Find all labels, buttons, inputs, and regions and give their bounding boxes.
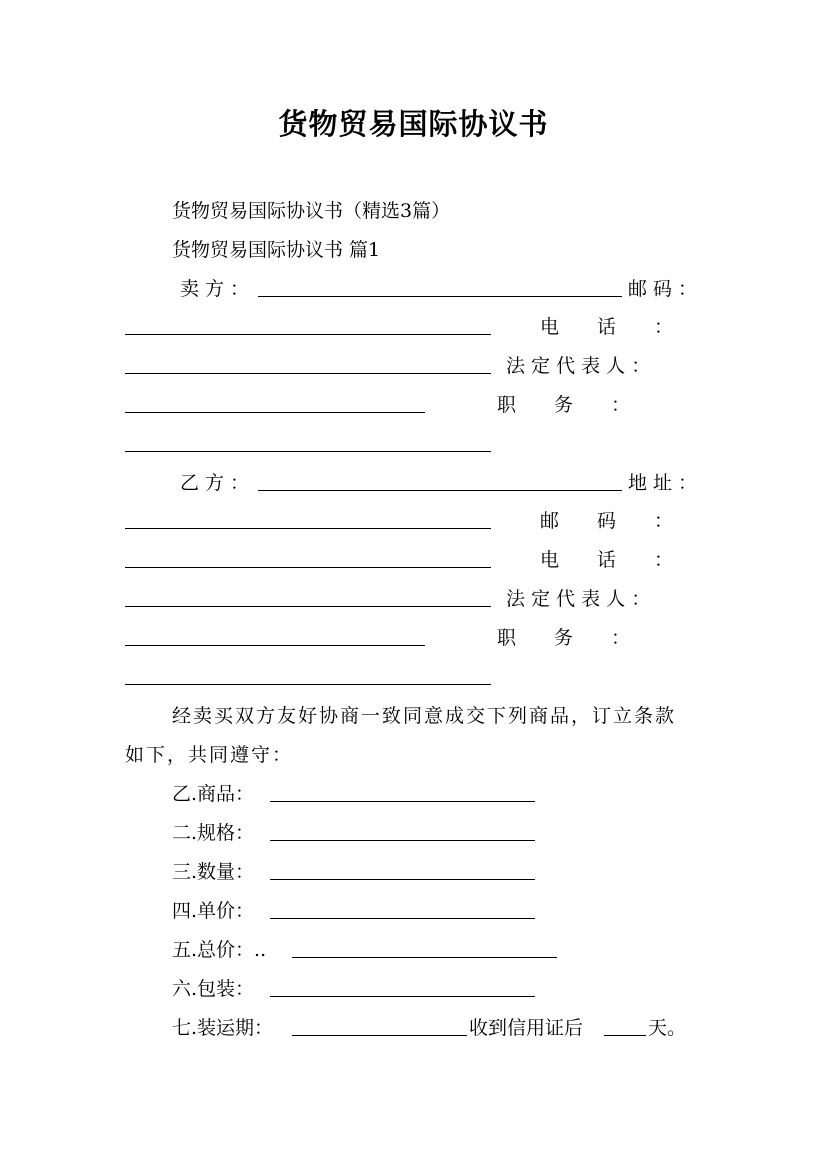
clause-total-price-label: 五.总价：.. bbox=[172, 939, 267, 961]
buyer-name-field[interactable] bbox=[258, 490, 622, 491]
buyer-address-field[interactable] bbox=[125, 528, 491, 529]
clause-quantity-field[interactable] bbox=[270, 879, 535, 880]
section-heading: 货物贸易国际协议书 篇1 bbox=[172, 239, 381, 261]
buyer-phone-field[interactable] bbox=[125, 606, 491, 607]
buyer-postcode-label: 邮 码 ： bbox=[540, 510, 674, 532]
buyer-position-field[interactable] bbox=[125, 684, 491, 685]
clause-shipment-mid: 收到信用证后 bbox=[469, 1017, 584, 1039]
buyer-position-label: 职 务 ： bbox=[497, 627, 631, 649]
buyer-legal-rep-label: 法 定 代 表 人 ： bbox=[506, 588, 651, 610]
clause-unit-price-label: 四.单价： bbox=[172, 900, 255, 922]
clause-spec-field[interactable] bbox=[270, 840, 535, 841]
buyer-label: 乙方： bbox=[180, 472, 256, 494]
buyer-legal-rep-field[interactable] bbox=[125, 645, 425, 646]
clause-shipment-end: 天。 bbox=[648, 1017, 687, 1039]
clause-total-price-field[interactable] bbox=[292, 957, 557, 958]
clause-unit-price-field[interactable] bbox=[270, 918, 535, 919]
clause-shipment-field[interactable] bbox=[292, 1035, 467, 1036]
clause-goods-field[interactable] bbox=[270, 801, 535, 802]
seller-postcode-label: 邮码： bbox=[628, 278, 704, 300]
seller-phone-field[interactable] bbox=[125, 373, 491, 374]
seller-position-label: 职 务 ： bbox=[497, 394, 631, 416]
clause-spec-label: 二.规格： bbox=[172, 822, 255, 844]
clause-packing-field[interactable] bbox=[270, 996, 535, 997]
seller-name-field[interactable] bbox=[258, 296, 622, 297]
intro-line-1: 经卖买双方友好协商一致同意成交下列商品，订立条款 bbox=[172, 705, 677, 727]
clause-goods-label: 乙.商品： bbox=[172, 783, 255, 805]
clause-shipment-days-field[interactable] bbox=[604, 1035, 646, 1036]
clause-shipment-label: 七.装运期： bbox=[172, 1017, 274, 1039]
clause-quantity-label: 三.数量： bbox=[172, 861, 255, 883]
seller-legal-rep-field[interactable] bbox=[125, 412, 425, 413]
buyer-address-label: 地址： bbox=[628, 472, 704, 494]
clause-packing-label: 六.包装： bbox=[172, 978, 255, 1000]
document-title: 货物贸易国际协议书 bbox=[278, 107, 549, 141]
buyer-postcode-field[interactable] bbox=[125, 567, 491, 568]
seller-phone-label: 电 话 ： bbox=[540, 316, 674, 338]
buyer-phone-label: 电 话 ： bbox=[540, 549, 674, 571]
seller-label: 卖方： bbox=[180, 278, 256, 300]
seller-legal-rep-label: 法 定 代 表 人 ： bbox=[506, 355, 651, 377]
document-subtitle: 货物贸易国际协议书（精选3篇） bbox=[172, 200, 451, 222]
seller-position-field[interactable] bbox=[125, 451, 491, 452]
seller-postcode-field[interactable] bbox=[125, 334, 491, 335]
intro-line-2: 如下，共同遵守： bbox=[125, 744, 294, 766]
